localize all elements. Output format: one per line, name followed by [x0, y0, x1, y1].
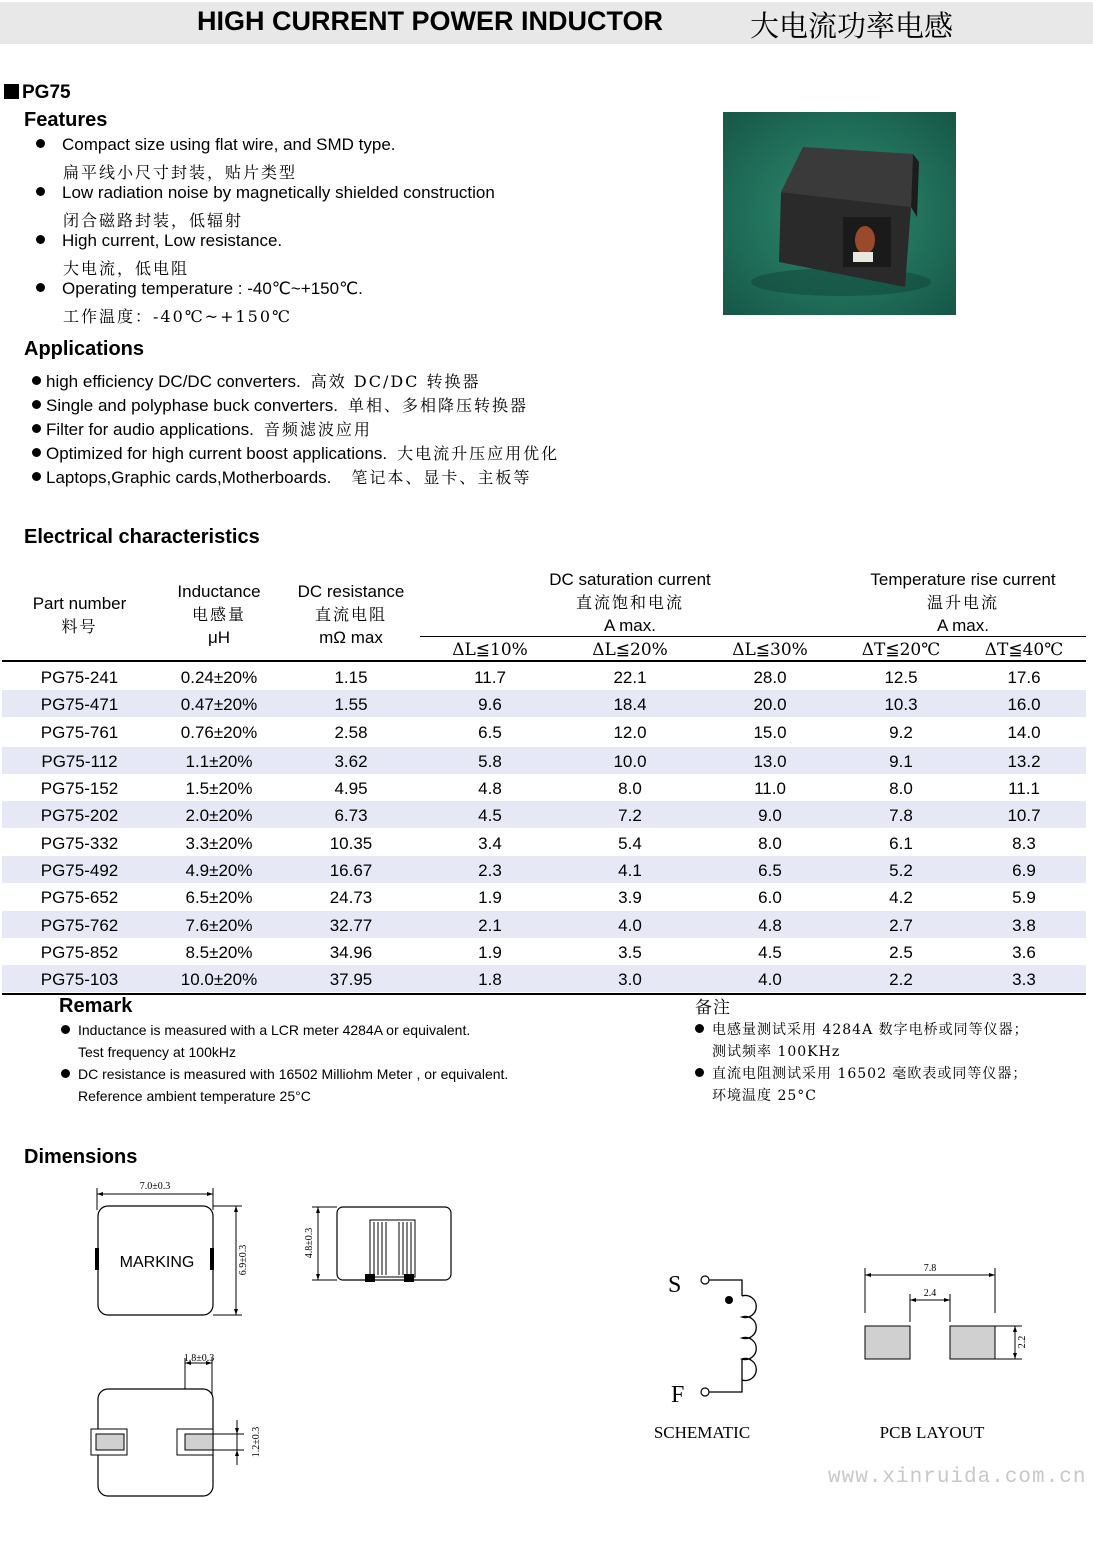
table-cell: 15.0: [753, 723, 787, 742]
table-cell: 16.67: [329, 861, 373, 880]
dimension-drawings: [0, 1170, 1093, 1550]
table-cell: 18.4: [613, 695, 647, 714]
bullet-icon: [32, 400, 41, 409]
header-text: DC saturation current: [549, 570, 711, 589]
header-text: Temperature rise current: [870, 570, 1056, 589]
header-text-cn: 温升电流: [926, 593, 999, 612]
table-cell: 10.3: [884, 695, 918, 714]
table-row: [2, 801, 1086, 828]
top-width-label: 7.0±0.3: [139, 1181, 171, 1192]
table-row: [2, 911, 1086, 938]
features-heading: Features: [24, 109, 108, 131]
table-cell: 2.2: [889, 970, 913, 989]
model-name: [4, 82, 71, 104]
pcb-gap-label: 2.4: [923, 1288, 937, 1299]
table-cell: 3.4: [478, 834, 502, 853]
table-cell: 2.3: [478, 861, 502, 880]
table-cell: 11.7: [474, 668, 506, 687]
feature-text: High current, Low resistance.: [62, 231, 283, 250]
table-cell: PG75-852: [40, 943, 119, 962]
sub-header: ΔL≦20%: [592, 640, 668, 660]
table-cell: 8.5±20%: [185, 943, 253, 962]
table-cell: 8.0: [618, 779, 642, 798]
table-cell: 3.9: [618, 888, 642, 907]
pad-height-label: 1.2±0.3: [251, 1426, 262, 1458]
feature-item: [36, 279, 363, 299]
table-cell: 1.15: [334, 668, 368, 687]
table-cell: 4.5: [758, 943, 782, 962]
table-cell: 4.1: [618, 861, 642, 880]
table-cell: 11.0: [754, 779, 786, 798]
schematic-drawing: [654, 1272, 756, 1442]
application-text-cn: 笔记本、显卡、主板等: [351, 468, 532, 487]
header-text-cn: 电感量: [191, 605, 246, 624]
remark-item: [61, 1019, 470, 1041]
remark-text-cn: 测试频率 100KHz: [712, 1044, 841, 1060]
table-cell: PG75-103: [40, 970, 119, 989]
table-cell: 6.9: [1012, 861, 1036, 880]
feature-text: Compact size using flat wire, and SMD type.: [62, 135, 396, 154]
top-view-drawing: [95, 1181, 249, 1315]
application-text: high efficiency DC/DC converters.: [46, 372, 301, 391]
table-cell: PG75-761: [40, 723, 119, 742]
table-cell: PG75-762: [40, 916, 119, 935]
table-cell: PG75-202: [40, 806, 119, 825]
table-cell: 6.5: [478, 723, 502, 742]
header-unit: mΩ max: [319, 628, 383, 647]
table-row: [2, 718, 1086, 745]
table-cell: 8.3: [1012, 834, 1036, 853]
application-text-cn: 音频滤波应用: [263, 420, 372, 439]
bullet-icon: [32, 376, 41, 385]
table-cell: 13.0: [753, 752, 787, 771]
inductor-image: [723, 112, 956, 315]
table-cell: 5.9: [1012, 888, 1036, 907]
header-temp-rise-current: [840, 568, 1086, 637]
application-item: [32, 369, 481, 392]
table-row: [2, 856, 1086, 883]
pad-width-label: 1.8±0.3: [183, 1353, 215, 1364]
applications-heading: Applications: [24, 338, 145, 360]
table-cell: 3.3±20%: [185, 834, 253, 853]
table-cell: 9.0: [758, 806, 782, 825]
header-text: Inductance: [177, 582, 261, 601]
application-text-cn: 大电流升压应用优化: [397, 444, 560, 463]
table-row: [2, 829, 1086, 856]
application-text-cn: 高效 DC/DC 转换器: [310, 372, 481, 391]
bullet-icon: [32, 472, 41, 481]
table-cell: 4.95: [334, 779, 368, 798]
pcb-outer-label: 7.8: [923, 1263, 937, 1274]
table-cell: 9.6: [478, 695, 502, 714]
bullet-icon: [695, 1024, 704, 1033]
table-cell: 5.4: [618, 834, 642, 853]
feature-text-cn: 大电流，低电阻: [63, 259, 190, 278]
bullet-icon: [32, 448, 41, 457]
table-cell: 8.0: [758, 834, 782, 853]
feature-text: Operating temperature : -40℃~+150℃.: [62, 279, 363, 298]
header-unit: A max.: [604, 616, 656, 635]
page-title-cn: 大电流功率电感: [750, 9, 954, 43]
table-cell: 4.5: [478, 806, 502, 825]
table-cell: 1.55: [334, 695, 368, 714]
feature-text-cn: 闭合磁路封装，低辐射: [63, 211, 244, 230]
table-cell: 37.95: [329, 970, 373, 989]
feature-text-cn: 扁平线小尺寸封装，贴片类型: [63, 163, 298, 182]
table-cell: 1.9: [478, 943, 502, 962]
header-text: Part number: [32, 594, 127, 613]
remark-text: Reference ambient temperature 25°C: [78, 1088, 311, 1104]
pin-s-label: S: [668, 1272, 682, 1298]
table-cell: 14.0: [1007, 723, 1041, 742]
bullet-icon: [36, 187, 45, 196]
schematic-label: SCHEMATIC: [653, 1423, 751, 1442]
application-text: Filter for audio applications.: [46, 420, 254, 439]
side-view-drawing: [304, 1207, 451, 1282]
bullet-icon: [32, 424, 41, 433]
remark-item-cn: [695, 1019, 1029, 1041]
table-cell: 10.35: [329, 834, 373, 853]
product-photo: [723, 112, 956, 315]
table-cell: 5.8: [478, 752, 502, 771]
bullet-icon: [36, 283, 45, 292]
header-saturation-current: [420, 568, 840, 637]
table-cell: 1.1±20%: [185, 752, 253, 771]
table-cell: 7.2: [618, 806, 642, 825]
pcb-pad-height-label: 2.2: [1017, 1335, 1028, 1349]
application-text: Laptops,Graphic cards,Motherboards.: [46, 468, 332, 487]
table-cell: PG75-112: [41, 752, 118, 771]
table-cell: 2.5: [889, 943, 913, 962]
table-cell: 0.47±20%: [180, 695, 258, 714]
application-text: Optimized for high current boost applications.: [46, 444, 388, 463]
table-cell: 2.0±20%: [185, 806, 253, 825]
table-cell: PG75-332: [40, 834, 119, 853]
sub-header: ΔT≦20℃: [861, 640, 941, 660]
bullet-icon: [61, 1069, 70, 1078]
table-cell: 32.77: [329, 916, 373, 935]
bullet-icon: [36, 139, 45, 148]
table-cell: 6.5±20%: [185, 888, 253, 907]
table-cell: 22.1: [613, 668, 647, 687]
table-cell: 1.5±20%: [185, 779, 253, 798]
table-cell: 3.3: [1012, 970, 1036, 989]
application-text-cn: 单相、多相降压转换器: [348, 396, 529, 415]
table-cell: 20.0: [753, 695, 787, 714]
table-cell: 4.9±20%: [185, 861, 253, 880]
table-cell: 6.73: [334, 806, 368, 825]
feature-item: [36, 183, 495, 203]
header-dc-resistance: [276, 580, 426, 649]
pcb-layout-drawing: [865, 1263, 1028, 1442]
table-cell: PG75-652: [40, 888, 119, 907]
header-divider: [420, 636, 1086, 637]
table-cell: PG75-471: [40, 695, 119, 714]
header-text: DC resistance: [297, 582, 405, 601]
table-cell: 3.6: [1012, 943, 1036, 962]
table-cell: 12.5: [884, 668, 918, 687]
remark-text: DC resistance is measured with 16502 Milliohm Meter , or equivalent.: [78, 1066, 509, 1082]
remark-text-cn: 直流电阻测试采用 16502 毫欧表或同等仪器；: [712, 1066, 1028, 1082]
table-cell: 6.1: [889, 834, 913, 853]
table-cell: 0.24±20%: [180, 668, 258, 687]
header-text-cn: 直流饱和电流: [575, 593, 684, 612]
table-cell: 10.7: [1007, 806, 1041, 825]
table-cell: 4.0: [618, 916, 642, 935]
table-cell: 11.1: [1008, 779, 1040, 798]
table-cell: 9.1: [889, 752, 913, 771]
pcb-layout-label: PCB LAYOUT: [879, 1423, 985, 1442]
marking-label: MARKING: [119, 1254, 195, 1271]
table-cell: 10.0: [613, 752, 647, 771]
remark-text-cn: 环境温度 25°C: [712, 1088, 817, 1104]
table-cell: 4.8: [478, 779, 502, 798]
table-row: [2, 747, 1086, 774]
table-cell: 4.8: [758, 916, 782, 935]
remark-item: [61, 1063, 508, 1085]
table-row: [2, 965, 1086, 992]
feature-text: Low radiation noise by magnetically shielded construction: [62, 183, 495, 202]
table-cell: 10.0±20%: [180, 970, 258, 989]
table-row: [2, 938, 1086, 965]
dimensions-heading: Dimensions: [24, 1146, 138, 1168]
header-part-number: [2, 592, 157, 638]
table-cell: 3.8: [1012, 916, 1036, 935]
table-cell: 2.1: [478, 916, 502, 935]
feature-text-cn: 工作温度：-40℃~+150℃: [63, 307, 292, 326]
table-bottom-rule: [2, 993, 1086, 995]
table-cell: 1.8: [478, 970, 502, 989]
table-cell: 12.0: [613, 723, 647, 742]
table-cell: 3.5: [618, 943, 642, 962]
application-item: [32, 393, 528, 416]
sub-header: ΔL≦30%: [732, 640, 808, 660]
feature-item: [36, 231, 282, 251]
table-cell: 17.6: [1007, 668, 1041, 687]
table-cell: PG75-152: [40, 779, 119, 798]
application-item: [32, 465, 531, 488]
table-cell: 3.0: [618, 970, 642, 989]
bullet-icon: [695, 1068, 704, 1077]
table-cell: 34.96: [329, 943, 373, 962]
remark-heading-cn: 备注: [695, 998, 731, 1018]
remark-heading: Remark: [59, 995, 133, 1017]
bottom-view-drawing: [91, 1353, 262, 1496]
table-cell: 24.73: [329, 888, 373, 907]
table-cell: 4.0: [758, 970, 782, 989]
page-title: HIGH CURRENT POWER INDUCTOR: [197, 6, 664, 36]
table-cell: 6.0: [758, 888, 782, 907]
side-height-label: 4.8±0.3: [304, 1227, 315, 1259]
table-row: [2, 774, 1086, 801]
model-label: PG75: [22, 82, 71, 103]
table-cell: 2.7: [889, 916, 913, 935]
electrical-heading: Electrical characteristics: [24, 526, 260, 548]
table-row: [2, 883, 1086, 910]
remark-text-cn: 电感量测试采用 4284A 数字电桥或同等仪器；: [712, 1022, 1029, 1038]
table-cell: PG75-492: [40, 861, 119, 880]
header-unit: μH: [207, 628, 231, 647]
remark-text: Inductance is measured with a LCR meter 4284A or equivalent.: [78, 1022, 471, 1038]
bullet-icon: [36, 235, 45, 244]
table-cell: 6.5: [758, 861, 782, 880]
table-row: [2, 663, 1086, 690]
table-row: [2, 690, 1086, 717]
sub-header: ΔT≦40℃: [984, 640, 1064, 660]
sub-header: ΔL≦10%: [452, 640, 528, 660]
table-cell: 3.62: [334, 752, 368, 771]
pin-f-label: F: [671, 1382, 685, 1408]
table-cell: 8.0: [889, 779, 913, 798]
table-cell: 2.58: [334, 723, 368, 742]
table-cell: 16.0: [1007, 695, 1041, 714]
bullet-icon: [61, 1025, 70, 1034]
table-cell: 1.9: [478, 888, 502, 907]
header-text-cn: 直流电阻: [314, 605, 387, 624]
table-cell: 9.2: [889, 723, 913, 742]
top-height-label: 6.9±0.3: [238, 1244, 249, 1276]
feature-item: [36, 135, 396, 155]
watermark: www.xinruida.com.cn: [828, 1466, 1087, 1489]
header-inductance: [144, 580, 294, 649]
remark-text: Test frequency at 100kHz: [78, 1044, 236, 1060]
square-bullet-icon: [4, 84, 19, 99]
table-cell: 13.2: [1007, 752, 1041, 771]
application-item: [32, 441, 559, 464]
header-text-cn: 料号: [61, 617, 98, 636]
table-cell: 4.2: [889, 888, 913, 907]
application-item: [32, 417, 372, 440]
table-cell: 5.2: [889, 861, 913, 880]
table-cell: 7.8: [889, 806, 913, 825]
application-text: Single and polyphase buck converters.: [46, 396, 339, 415]
table-cell: 7.6±20%: [185, 916, 253, 935]
header-bottom-rule: [2, 660, 1086, 662]
table-cell: PG75-241: [40, 668, 119, 687]
table-cell: 0.76±20%: [180, 723, 258, 742]
remark-item-cn: [695, 1063, 1027, 1085]
table-cell: 28.0: [753, 668, 787, 687]
header-unit: A max.: [937, 616, 989, 635]
